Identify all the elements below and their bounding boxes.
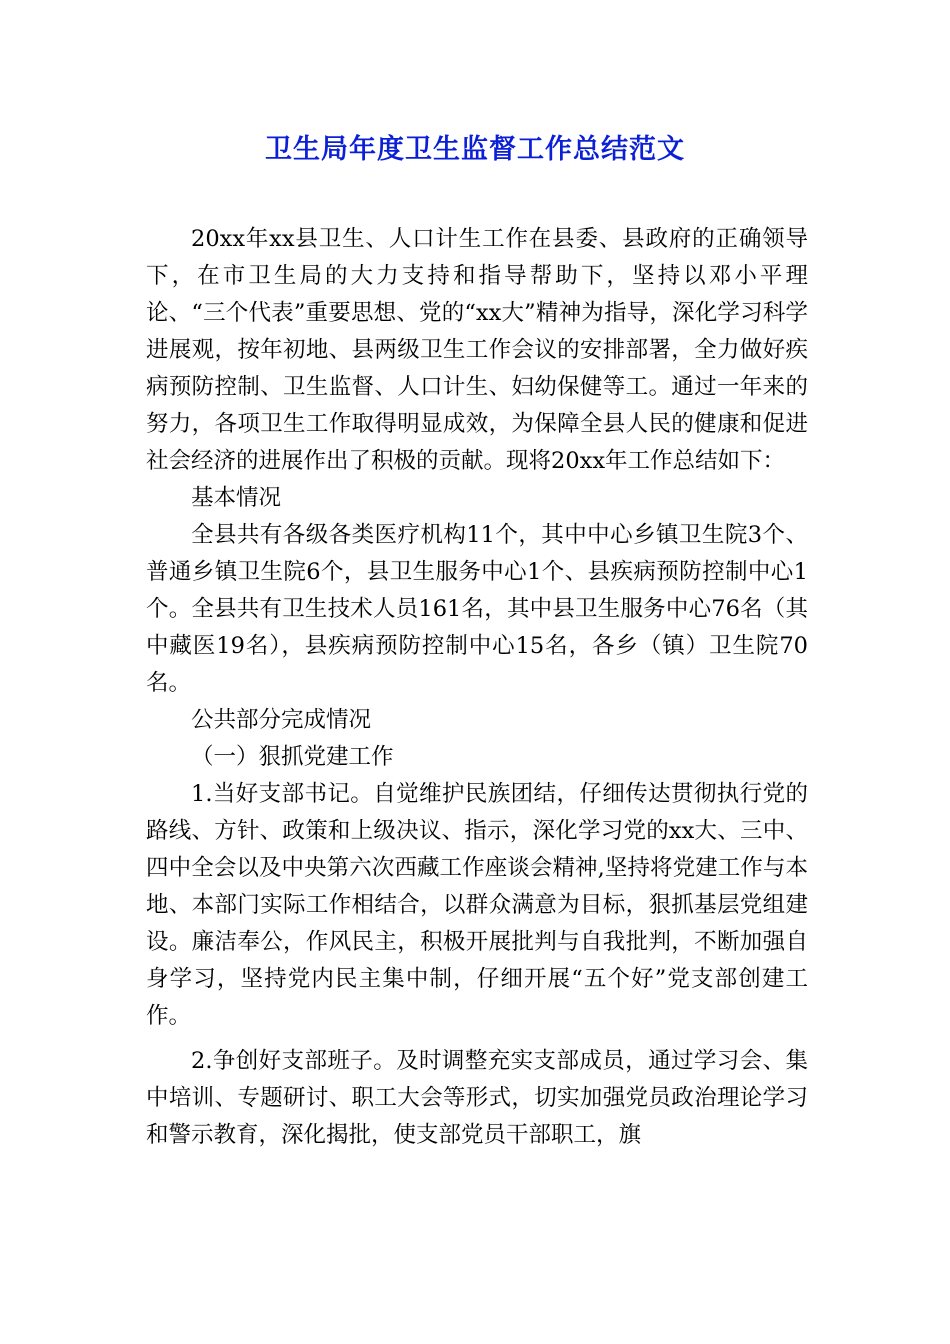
subsection-heading-party-building: （一）狠抓党建工作	[191, 744, 394, 770]
intro-paragraph: 20xx年xx县卫生、人口计生工作在县委、县政府的正确领导下，在市卫生局的大力支持和指导帮助下，坚持以邓小平理论、“三个代表”重要思想、党的“xx大”精神为指导，深化学习科学进展观，按年初地、县两级卫生工作会议的安排部署，全力做好疾病预防控制、卫生监督、人口计生、妇幼保健等工。通过一年来的努力，各项卫生工作取得明显成效，为保障全县人民的健康和促进社会经济的进展作出了积极的贡献。现将20xx年工作总结如下：	[146, 226, 808, 474]
item-2-paragraph: 2.争创好支部班子。及时调整充实支部成员，通过学习会、集中培训、专题研讨、职工大会等形式，切实加强党员政治理论学习和警示教育，深化揭批，使支部党员干部职工，旗	[146, 1048, 808, 1148]
basic-situation-paragraph: 全县共有各级各类医疗机构11个，其中中心乡镇卫生院3个、普通乡镇卫生院6个，县卫生服务中心1个、县疾病预防控制中心1个。全县共有卫生技术人员161名，其中县卫生服务中心76名（其中藏医19名），县疾病预防控制中心15名，各乡（镇）卫生院70名。	[146, 522, 808, 696]
section-heading-basic-situation: 基本情况	[191, 485, 282, 511]
section-heading-public-part: 公共部分完成情况	[191, 707, 372, 733]
document-body	[146, 221, 808, 1154]
document-title: 卫生局年度卫生监督工作总结范文	[265, 134, 685, 165]
item-1-paragraph: 1.当好支部书记。自觉维护民族团结，仔细传达贯彻执行党的路线、方针、政策和上级决议、指示，深化学习党的xx大、三中、四中全会以及中央第六次西藏工作座谈会精神,坚持将党建工作与本地、本部门实际工作相结合，以群众满意为目标，狠抓基层党组建设。廉洁奉公，作风民主，积极开展批判与自我批判，不断加强自身学习，坚持党内民主集中制，仔细开展“五个好”党支部创建工作。	[146, 781, 808, 1029]
